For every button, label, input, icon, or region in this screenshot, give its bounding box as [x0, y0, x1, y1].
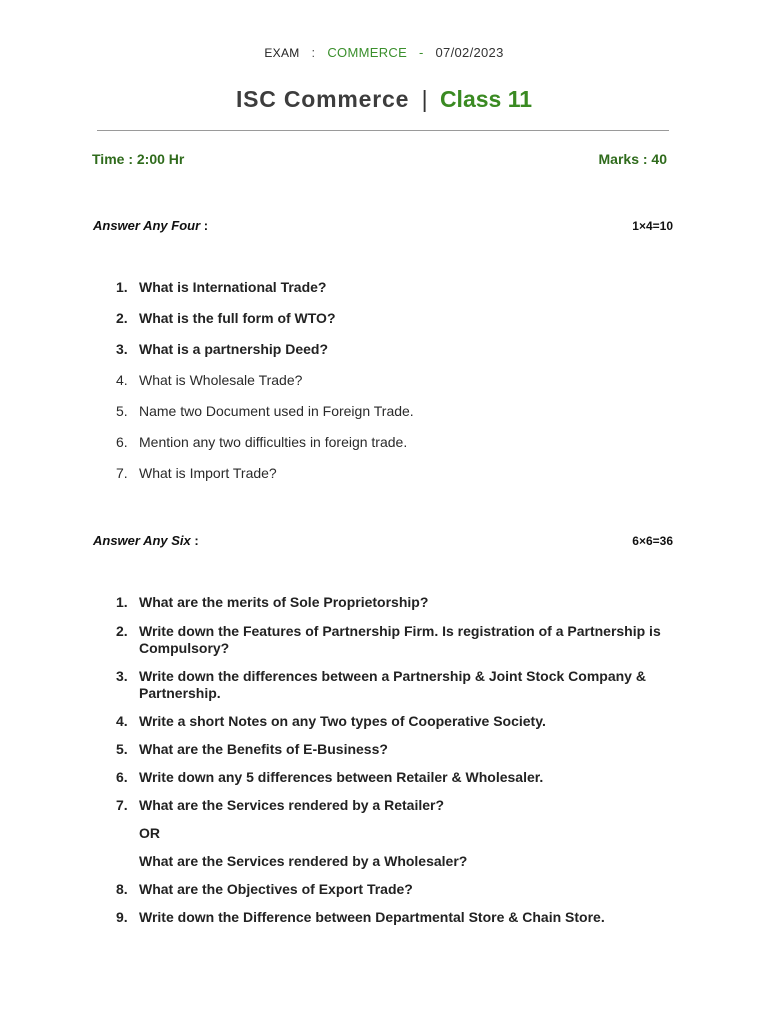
section2-heading-colon: :	[194, 533, 199, 548]
question-text: What are the Services rendered by a Wholesaler?	[139, 853, 468, 869]
question-number: 7.	[116, 465, 128, 481]
question-text: What is a partnership Deed?	[139, 341, 329, 357]
question-item	[110, 713, 670, 730]
question-text: What are the Objectives of Export Trade?	[139, 881, 413, 897]
or-separator	[110, 825, 670, 842]
exam-header	[0, 45, 768, 60]
question-item	[110, 909, 670, 926]
question-number: 2.	[116, 623, 128, 639]
exam-separator: :	[311, 45, 316, 60]
question-item	[110, 769, 670, 786]
or-text: OR	[139, 825, 160, 841]
question-number: 6.	[116, 769, 128, 785]
section1-marks: 1×4=10	[632, 219, 673, 233]
section1-heading	[93, 218, 208, 233]
section1-heading-text: Answer Any Four	[93, 218, 201, 233]
question-number: 3.	[116, 668, 128, 684]
exam-label: EXAM	[264, 46, 300, 60]
section2-marks: 6×6=36	[632, 534, 673, 548]
title-main: ISC Commerce	[235, 86, 410, 112]
question-item	[110, 341, 670, 358]
question-text: What is International Trade?	[139, 279, 327, 295]
question-item	[110, 434, 670, 451]
question-number: 7.	[116, 797, 128, 813]
question-text: Write down the differences between a Partnership & Joint Stock Company & Partnership.	[139, 668, 646, 701]
page-title	[0, 86, 768, 113]
question-item	[110, 403, 670, 420]
question-text: Mention any two difficulties in foreign trade.	[139, 434, 408, 450]
question-text: Name two Document used in Foreign Trade.	[139, 403, 414, 419]
exam-subject: COMMERCE	[327, 45, 408, 60]
question-number: 1.	[116, 279, 128, 295]
question-item	[110, 668, 670, 702]
section1-question-list	[110, 279, 670, 482]
title-rule	[97, 130, 669, 131]
question-text: Write down the Difference between Departmental Store & Chain Store.	[139, 909, 605, 925]
question-number: 4.	[116, 713, 128, 729]
question-number: 1.	[116, 594, 128, 610]
question-item	[110, 310, 670, 327]
question-item	[110, 741, 670, 758]
question-item	[110, 623, 670, 657]
question-text: What are the merits of Sole Proprietorship?	[139, 594, 429, 610]
exam-dash: -	[418, 45, 424, 60]
question-number: 8.	[116, 881, 128, 897]
question-number: 6.	[116, 434, 128, 450]
question-text: What are the Benefits of E-Business?	[139, 741, 388, 757]
section2-question-list	[110, 594, 670, 926]
exam-date: 07/02/2023	[435, 45, 504, 60]
question-text: Write a short Notes on any Two types of Cooperative Society.	[139, 713, 546, 729]
question-item	[110, 372, 670, 389]
question-text: What is Import Trade?	[139, 465, 277, 481]
question-text: Write down any 5 differences between Retailer & Wholesaler.	[139, 769, 544, 785]
title-class: Class 11	[439, 86, 533, 112]
time-label: Time : 2:00 Hr	[92, 151, 185, 167]
title-divider: |	[421, 86, 428, 112]
question-number: 9.	[116, 909, 128, 925]
section1-heading-colon: :	[203, 218, 209, 233]
question-number: 5.	[116, 403, 128, 419]
question-text: What is Wholesale Trade?	[139, 372, 303, 388]
question-number: 3.	[116, 341, 128, 357]
section2-heading-text: Answer Any Six	[93, 533, 191, 548]
question-item	[110, 279, 670, 296]
question-number: 2.	[116, 310, 128, 326]
question-text: Write down the Features of Partnership Firm. Is registration of a Partnership is Compulsory?	[139, 623, 661, 656]
marks-label: Marks : 40	[598, 151, 667, 167]
question-item	[110, 881, 670, 898]
question-number: 4.	[116, 372, 128, 388]
question-text: What are the Services rendered by a Retailer?	[139, 797, 445, 813]
section2-heading	[93, 533, 199, 548]
question-text: What is the full form of WTO?	[139, 310, 336, 326]
question-item	[110, 465, 670, 482]
question-item	[110, 797, 670, 814]
question-alternative	[110, 853, 670, 870]
question-item	[110, 594, 670, 611]
question-number: 5.	[116, 741, 128, 757]
